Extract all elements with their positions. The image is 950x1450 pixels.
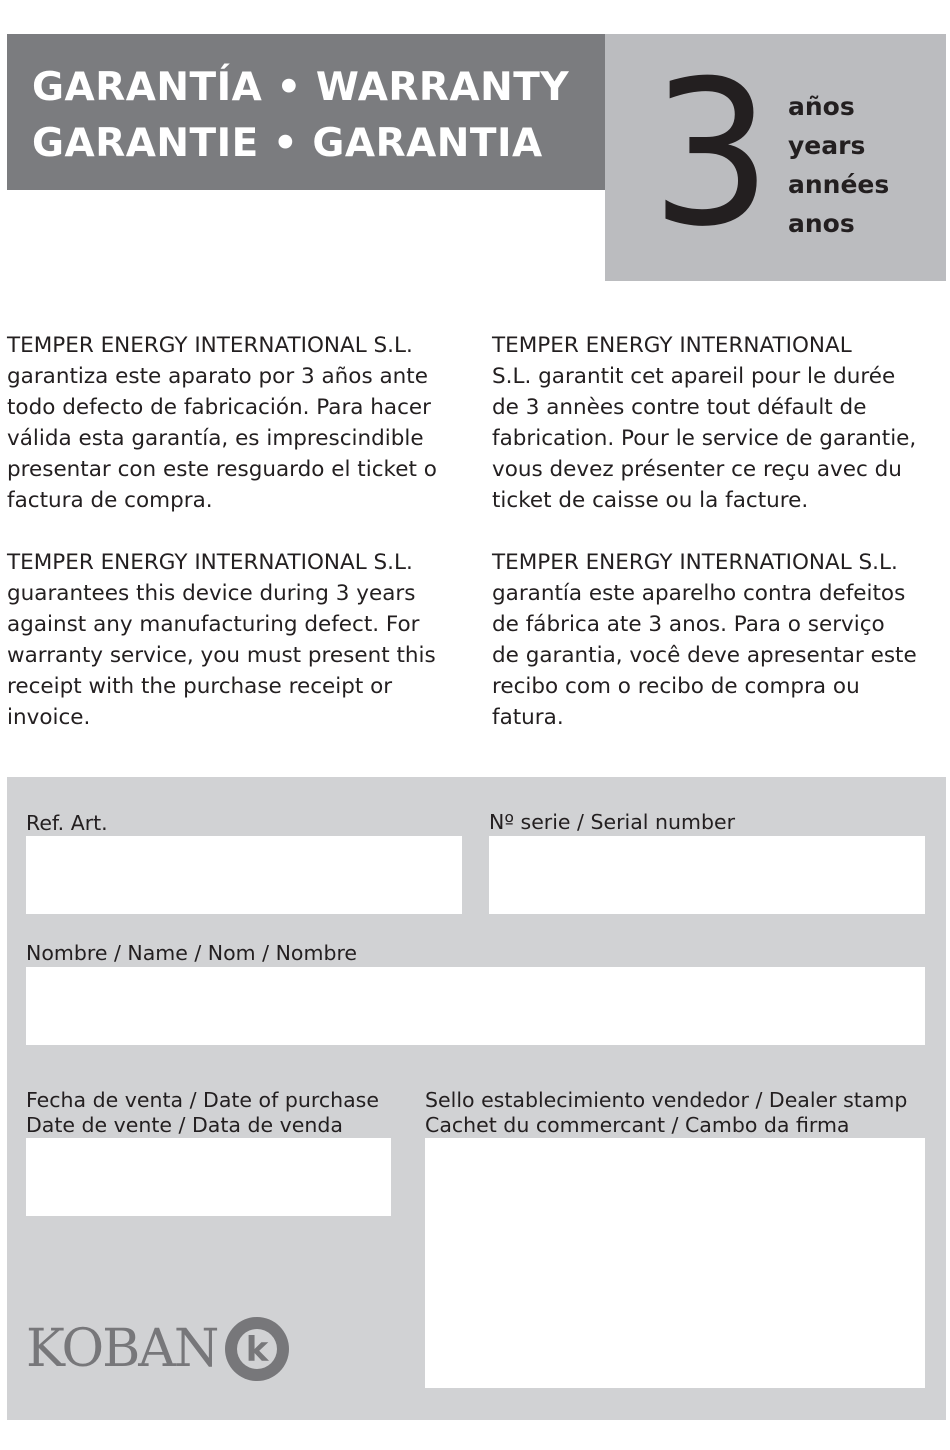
koban-logo bbox=[26, 1315, 291, 1383]
unit-fr: années bbox=[788, 170, 890, 199]
line: warranty service, you must present this bbox=[7, 643, 436, 668]
header-bar bbox=[7, 34, 605, 190]
line: TEMPER ENERGY INTERNATIONAL S.L. bbox=[7, 333, 413, 358]
left-text-column bbox=[7, 330, 467, 764]
line: guarantees this device during 3 years bbox=[7, 581, 416, 606]
purchase-date-field[interactable] bbox=[26, 1138, 391, 1216]
english-paragraph bbox=[7, 547, 467, 733]
koban-k-icon bbox=[223, 1315, 291, 1383]
warranty-duration-box bbox=[605, 34, 946, 281]
line: garantía este aparelho contra defeitos bbox=[492, 581, 906, 606]
koban-wordmark: KOBAN bbox=[26, 1319, 218, 1379]
line: vous devez présenter ce reçu avec du bbox=[492, 457, 902, 482]
line: de 3 annèes contre tout défault de bbox=[492, 395, 867, 420]
ref-art-label: Ref. Art. bbox=[26, 811, 108, 835]
title-line-2: GARANTIE • GARANTIA bbox=[32, 121, 543, 166]
line: válida esta garantía, es imprescindible bbox=[7, 426, 424, 451]
dealer-stamp-label-2: Cachet du commercant / Cambo da firma bbox=[425, 1113, 850, 1137]
spanish-paragraph bbox=[7, 330, 467, 516]
line: TEMPER ENERGY INTERNATIONAL S.L. bbox=[492, 550, 898, 575]
duration-units bbox=[788, 87, 889, 243]
dealer-stamp-field[interactable] bbox=[425, 1138, 925, 1388]
name-field[interactable] bbox=[26, 967, 925, 1045]
warranty-form bbox=[7, 777, 946, 1420]
dealer-stamp-label-1: Sello establecimiento vendedor / Dealer stamp bbox=[425, 1088, 908, 1112]
line: fatura. bbox=[492, 705, 564, 730]
duration-number: 3 bbox=[651, 38, 765, 271]
line: recibo com o recibo de compra ou bbox=[492, 674, 860, 699]
name-label: Nombre / Name / Nom / Nombre bbox=[26, 941, 358, 965]
line: TEMPER ENERGY INTERNATIONAL bbox=[492, 333, 852, 358]
line: de fábrica ate 3 anos. Para o serviço bbox=[492, 612, 885, 637]
line: garantiza este aparato por 3 años ante bbox=[7, 364, 428, 389]
line: TEMPER ENERGY INTERNATIONAL S.L. bbox=[7, 550, 413, 575]
line: S.L. garantit cet apareil pour le durée bbox=[492, 364, 896, 389]
line: invoice. bbox=[7, 705, 91, 730]
right-text-column bbox=[492, 330, 937, 764]
line: ticket de caisse ou la facture. bbox=[492, 488, 809, 513]
line: factura de compra. bbox=[7, 488, 213, 513]
title-line-1: GARANTÍA • WARRANTY bbox=[32, 65, 570, 110]
french-paragraph bbox=[492, 330, 937, 516]
line: de garantia, você deve apresentar este bbox=[492, 643, 917, 668]
line: fabrication. Pour le service de garantie, bbox=[492, 426, 917, 451]
line: against any manufacturing defect. For bbox=[7, 612, 420, 637]
portuguese-paragraph bbox=[492, 547, 937, 733]
unit-es: años bbox=[788, 92, 855, 121]
serial-number-field[interactable] bbox=[489, 836, 925, 914]
serial-number-label: Nº serie / Serial number bbox=[489, 810, 736, 834]
unit-pt: anos bbox=[788, 209, 855, 238]
purchase-date-label-2: Date de vente / Data de venda bbox=[26, 1113, 343, 1137]
purchase-date-label-1: Fecha de venta / Date of purchase bbox=[26, 1088, 379, 1112]
ref-art-field[interactable] bbox=[26, 836, 462, 914]
unit-en: years bbox=[788, 131, 866, 160]
line: presentar con este resguardo el ticket o bbox=[7, 457, 437, 482]
line: todo defecto de fabricación. Para hacer bbox=[7, 395, 431, 420]
koban-k-letter: k bbox=[246, 1330, 269, 1370]
line: receipt with the purchase receipt or bbox=[7, 674, 393, 699]
warranty-title bbox=[32, 60, 569, 172]
